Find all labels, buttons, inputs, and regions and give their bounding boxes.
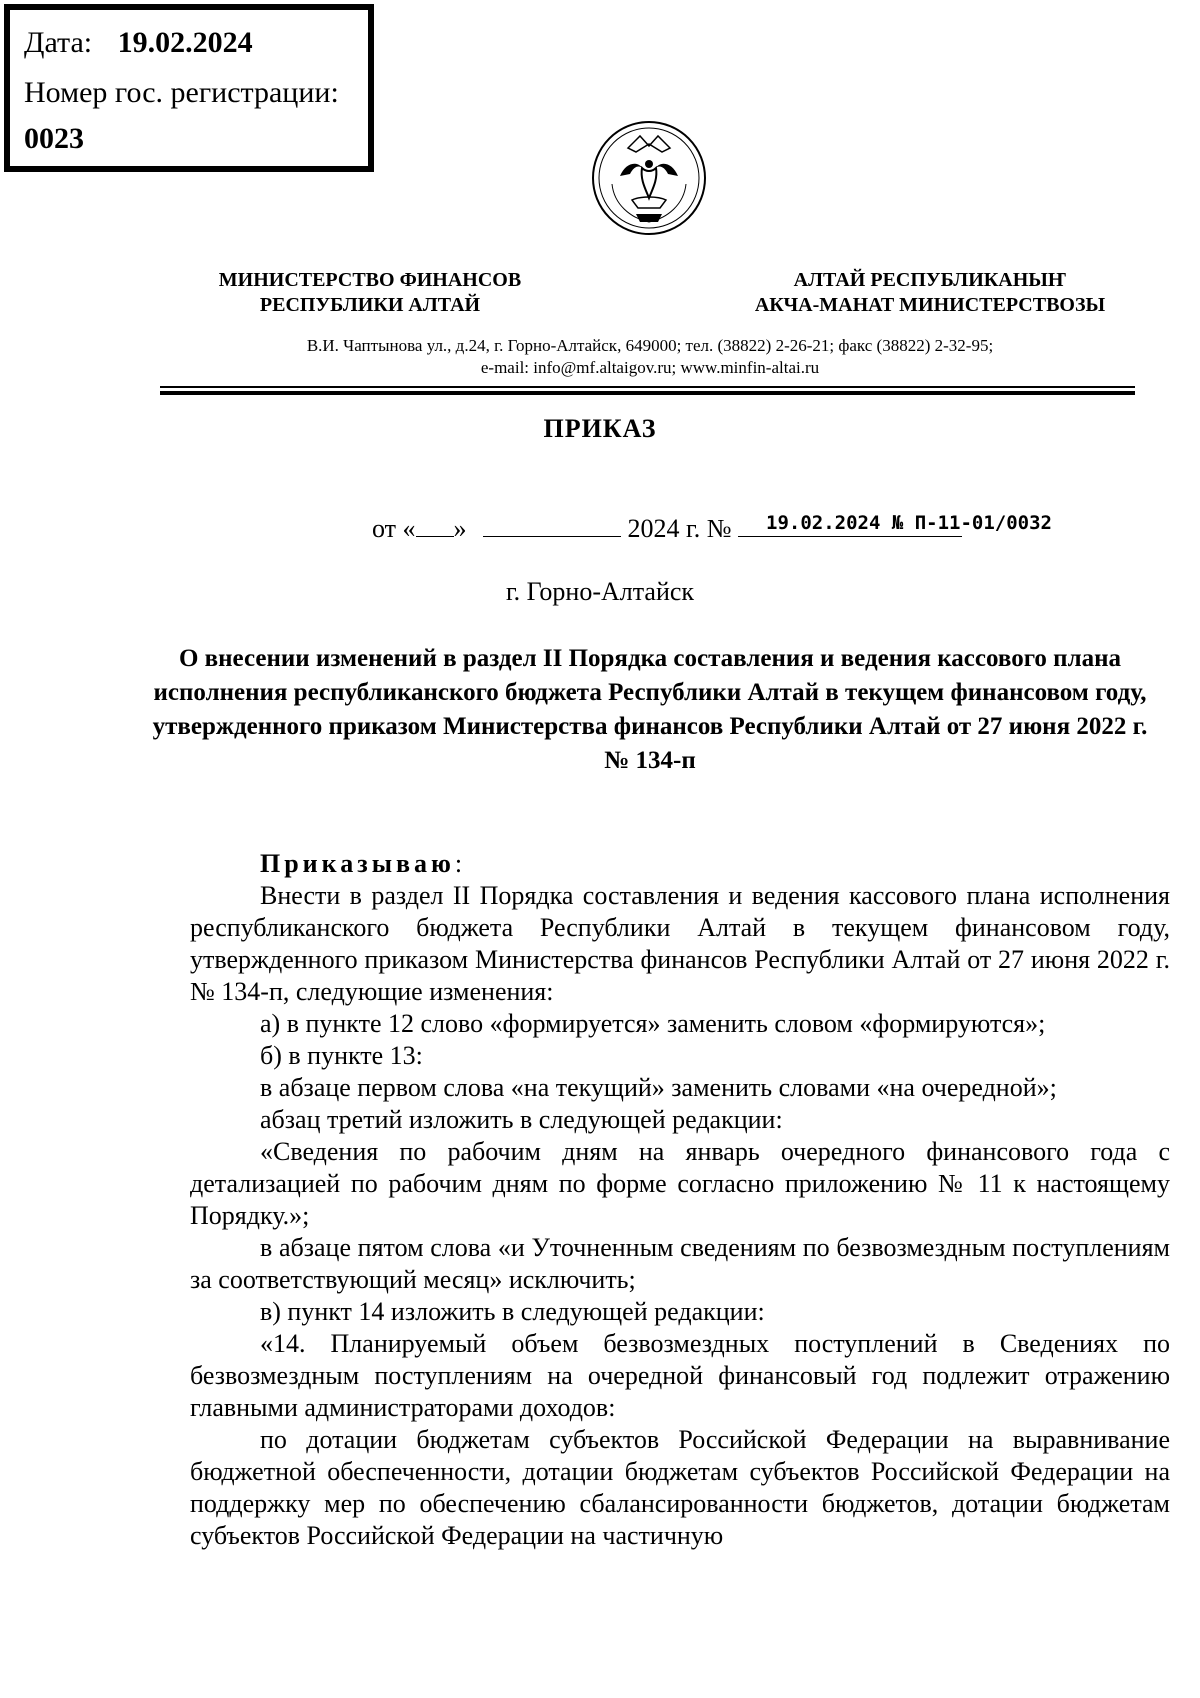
paragraph: в абзаце пятом слова «и Уточненным сведениям по безвозмездным поступлениям за соответствующий месяц» исключить;: [190, 1233, 1170, 1294]
letterhead-right-line1: АЛТАЙ РЕСПУБЛИКАНЫҤ: [793, 269, 1067, 291]
city: г. Горно-Алтайск: [505, 577, 695, 606]
day-blank: [416, 514, 454, 537]
header-divider-thin: [160, 386, 1135, 388]
paragraph: в абзаце первом слова «на текущий» заменить словами «на очередной»;: [260, 1073, 1057, 1102]
paragraph: «14. Планируемый объем безвозмездных поступлений в Сведениях по безвозмездным поступлениям на очередной финансовый год подлежит отражению главными администраторами доходов:: [190, 1329, 1170, 1422]
paragraph: а) в пункте 12 слово «формируется» заменить словом «формируются»;: [260, 1009, 1046, 1038]
address-line2: e-mail: info@mf.altaigov.ru; www.minfin-altai.ru: [480, 358, 820, 377]
header-divider-thick: [160, 391, 1135, 395]
paragraph: абзац третий изложить в следующей редакции:: [260, 1105, 783, 1134]
date-mid: »: [453, 514, 467, 543]
registration-date-row: [24, 26, 253, 60]
paragraph: по дотации бюджетам субъектов Российской Федерации на выравнивание бюджетной обеспеченности, дотации бюджетам субъектов Российской Федерации на поддержку мер по обеспечению сбалансированности бюджетов, дотации бюджетам субъектов Российской Федерации на частичную: [190, 1425, 1170, 1550]
document-title: О внесении изменений в раздел II Порядка составления и ведения кассового плана исполнения республиканского бюджета Республики Алтай в текущем финансовом году, утвержденного приказом Министерства финансов Республики Алтай от 27 июня 2022 г. № 134-п: [152, 645, 1148, 774]
letterhead-address: [150, 335, 1150, 379]
date-prefix: от «: [372, 514, 416, 543]
paragraph: в) пункт 14 изложить в следующей редакции:: [260, 1297, 765, 1326]
document-type: ПРИКАЗ: [543, 414, 657, 443]
date-year: 2024 г. №: [627, 514, 732, 543]
letterhead-ministry-alt: [720, 268, 1140, 318]
registration-date-label: Дата:: [24, 26, 93, 59]
month-blank: [483, 514, 621, 537]
paragraph: б) в пункте 13:: [260, 1041, 423, 1070]
paragraph: Внести в раздел II Порядка составления и ведения кассового плана исполнения республиканского бюджета Республики Алтай в текущем финансовом году, утвержденного приказом Министерства финансов Республики Алтай от 27 июня 2022 г. № 134-п, следующие изменения:: [190, 881, 1170, 1006]
registration-number-value: 0023: [24, 122, 84, 155]
document-body: [190, 848, 1170, 1552]
registration-date-value: 19.02.2024: [117, 26, 253, 59]
letterhead-ministry-ru: [190, 268, 550, 318]
address-line1: В.И. Чаптынова ул., д.24, г. Горно-Алтайск, 649000; тел. (38822) 2-26-21; факс (38822) 2-32-95;: [306, 336, 994, 355]
paragraph: «Сведения по рабочим дням на январь очередного финансового года с детализацией по рабочим дням по форме согласно приложению № 11 к настоящему Порядку.»;: [190, 1137, 1170, 1230]
letterhead-left-line1: МИНИСТЕРСТВО ФИНАНСОВ: [218, 269, 522, 291]
registration-number-label: Номер гос. регистрации:: [24, 76, 339, 109]
letterhead-right-line2: АКЧА-МАНАТ МИНИСТЕРСТВОЗЫ: [754, 294, 1106, 316]
coat-of-arms-icon: [590, 118, 708, 238]
registration-stamp: [4, 4, 374, 172]
order-lead: [190, 848, 1170, 880]
order-lead-colon: :: [454, 849, 463, 878]
order-lead-word: Приказываю: [260, 849, 455, 878]
order-registration-number: 19.02.2024 № П-11-01/0032: [766, 512, 1052, 534]
letterhead-left-line2: РЕСПУБЛИКИ АЛТАЙ: [259, 294, 481, 316]
